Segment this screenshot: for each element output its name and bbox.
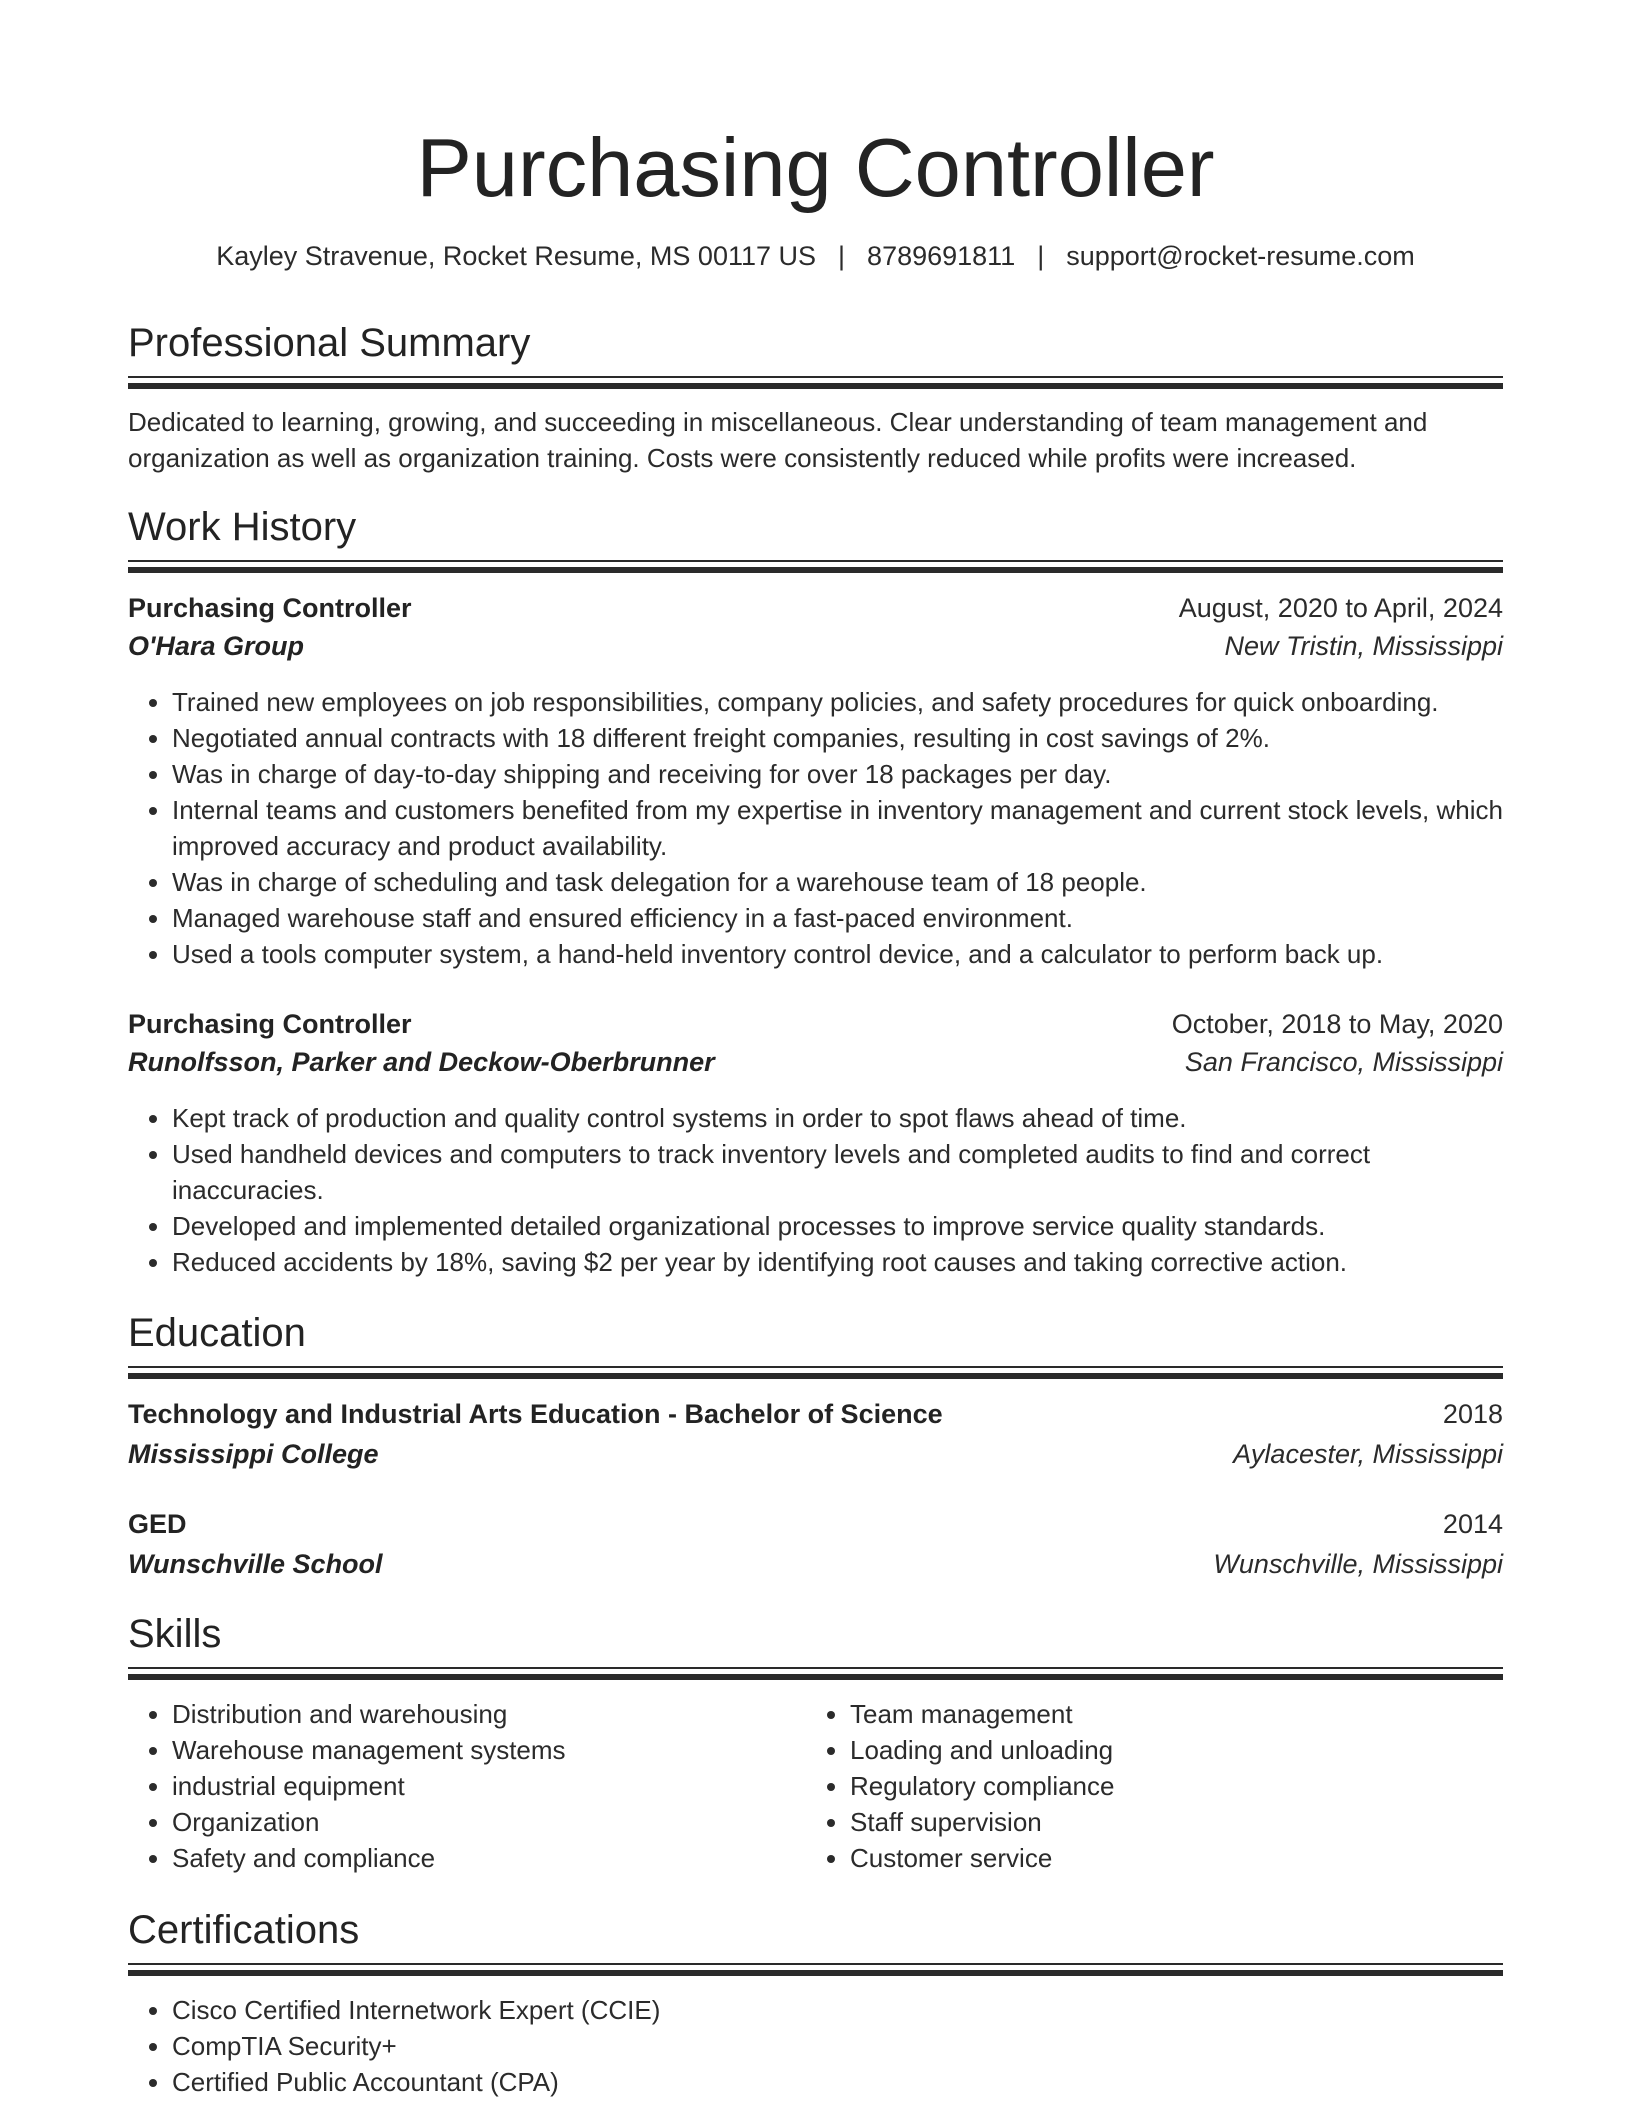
section-title: Professional Summary: [128, 321, 531, 365]
section-title: Work History: [128, 505, 357, 549]
skill-item: • Staff supervision: [850, 1804, 1500, 1840]
job-bullets: [128, 1100, 1503, 1280]
skill-item: • Regulatory compliance: [850, 1768, 1500, 1804]
skills-list-right: [806, 1696, 1500, 1876]
education-school-row: [128, 1435, 1503, 1473]
education-degree: Technology and Industrial Arts Education - Bachelor of Science: [128, 1399, 943, 1429]
section-title: Certifications: [128, 1908, 360, 1952]
list-item: • Negotiated annual contracts with 18 different freight companies, resulting in cost savings of 2%.: [172, 720, 1503, 756]
contact-phone: 8789691811: [867, 241, 1016, 271]
education-school: Wunschville School: [128, 1549, 383, 1579]
contact-separator: |: [1037, 241, 1045, 271]
contact-line: [128, 236, 1503, 276]
education-header-row: [128, 1395, 1503, 1433]
certification-item: • Certified Public Accountant (CPA): [172, 2064, 1503, 2100]
section-rule-thick: [128, 383, 1503, 389]
job-location: New Tristin, Mississippi: [1224, 631, 1503, 661]
section-heading-certifications: [128, 1905, 1503, 1955]
section-rule-thick: [128, 1373, 1503, 1379]
section-heading-skills: [128, 1609, 1503, 1659]
resume-title: Purchasing Controller: [416, 121, 1215, 214]
job-dates: October, 2018 to May, 2020: [1171, 1009, 1503, 1039]
job-company-row: [128, 627, 1503, 665]
contact-separator: |: [838, 241, 846, 271]
skill-item: • Warehouse management systems: [172, 1732, 792, 1768]
job-company: Runolfsson, Parker and Deckow-Oberbrunner: [128, 1047, 715, 1077]
section-rule-thick: [128, 1674, 1503, 1680]
section-rule-thin: [128, 1963, 1503, 1965]
certification-item: • Cisco Certified Internetwork Expert (CCIE): [172, 1992, 1503, 2028]
certifications-list: [128, 1992, 1503, 2100]
skills-list-left: [128, 1696, 792, 1876]
section-rule-thick: [128, 1970, 1503, 1976]
skill-item: • Safety and compliance: [172, 1840, 792, 1876]
list-item: • Developed and implemented detailed organizational processes to improve service quality standards.: [172, 1208, 1503, 1244]
list-item: • Was in charge of day-to-day shipping and receiving for over 18 packages per day.: [172, 756, 1503, 792]
section-rule-thick: [128, 567, 1503, 573]
section-title: Education: [128, 1311, 306, 1355]
certification-item: • CompTIA Security+: [172, 2028, 1503, 2064]
list-item: • Reduced accidents by 18%, saving $2 per year by identifying root causes and taking corrective action.: [172, 1244, 1503, 1280]
education-location: Aylacester, Mississippi: [1233, 1439, 1503, 1469]
section-heading-work-history: [128, 502, 1503, 552]
job-bullets: [128, 684, 1503, 972]
education-school: Mississippi College: [128, 1439, 379, 1469]
education-year: 2018: [1442, 1399, 1503, 1429]
job-dates: August, 2020 to April, 2024: [1178, 593, 1503, 623]
contact-address: Kayley Stravenue, Rocket Resume, MS 00117 US: [216, 241, 817, 271]
skill-item: • Loading and unloading: [850, 1732, 1500, 1768]
section-heading-education: [128, 1308, 1503, 1358]
section-rule-thin: [128, 376, 1503, 378]
section-title: Skills: [128, 1612, 222, 1656]
list-item: • Used handheld devices and computers to track inventory levels and completed audits to find and correct inaccuracies.: [172, 1136, 1503, 1208]
job-header-row: [128, 1005, 1503, 1043]
list-item: • Managed warehouse staff and ensured efficiency in a fast-paced environment.: [172, 900, 1503, 936]
section-rule-thin: [128, 560, 1503, 562]
section-heading-summary: [128, 318, 1503, 368]
list-item: • Internal teams and customers benefited from my expertise in inventory management and current stock levels, which improved accuracy and product availability.: [172, 792, 1503, 864]
job-location: San Francisco, Mississippi: [1184, 1047, 1503, 1077]
list-item: • Trained new employees on job responsibilities, company policies, and safety procedures for quick onboarding.: [172, 684, 1503, 720]
education-year: 2014: [1442, 1509, 1503, 1539]
education-header-row: [128, 1505, 1503, 1543]
education-location: Wunschville, Mississippi: [1213, 1549, 1503, 1579]
job-title: Purchasing Controller: [128, 1009, 412, 1039]
job-company: O'Hara Group: [128, 631, 304, 661]
list-item: • Kept track of production and quality control systems in order to spot flaws ahead of time.: [172, 1100, 1503, 1136]
skill-item: • industrial equipment: [172, 1768, 792, 1804]
skill-item: • Team management: [850, 1696, 1500, 1732]
job-header-row: [128, 589, 1503, 627]
summary-text: Dedicated to learning, growing, and succeeding in miscellaneous. Clear understanding of team management and organization as well as organization training. Costs were consistently reduced while profits were increased.: [128, 407, 1428, 473]
contact-email: support@rocket-resume.com: [1066, 241, 1415, 271]
job-company-row: [128, 1043, 1503, 1081]
job-title: Purchasing Controller: [128, 593, 412, 623]
list-item: • Was in charge of scheduling and task delegation for a warehouse team of 18 people.: [172, 864, 1503, 900]
skill-item: • Customer service: [850, 1840, 1500, 1876]
skill-item: • Organization: [172, 1804, 792, 1840]
education-degree: GED: [128, 1509, 187, 1539]
list-item: • Used a tools computer system, a hand-held inventory control device, and a calculator to perform back up.: [172, 936, 1503, 972]
section-rule-thin: [128, 1366, 1503, 1368]
education-school-row: [128, 1545, 1503, 1583]
skill-item: • Distribution and warehousing: [172, 1696, 792, 1732]
section-rule-thin: [128, 1667, 1503, 1669]
